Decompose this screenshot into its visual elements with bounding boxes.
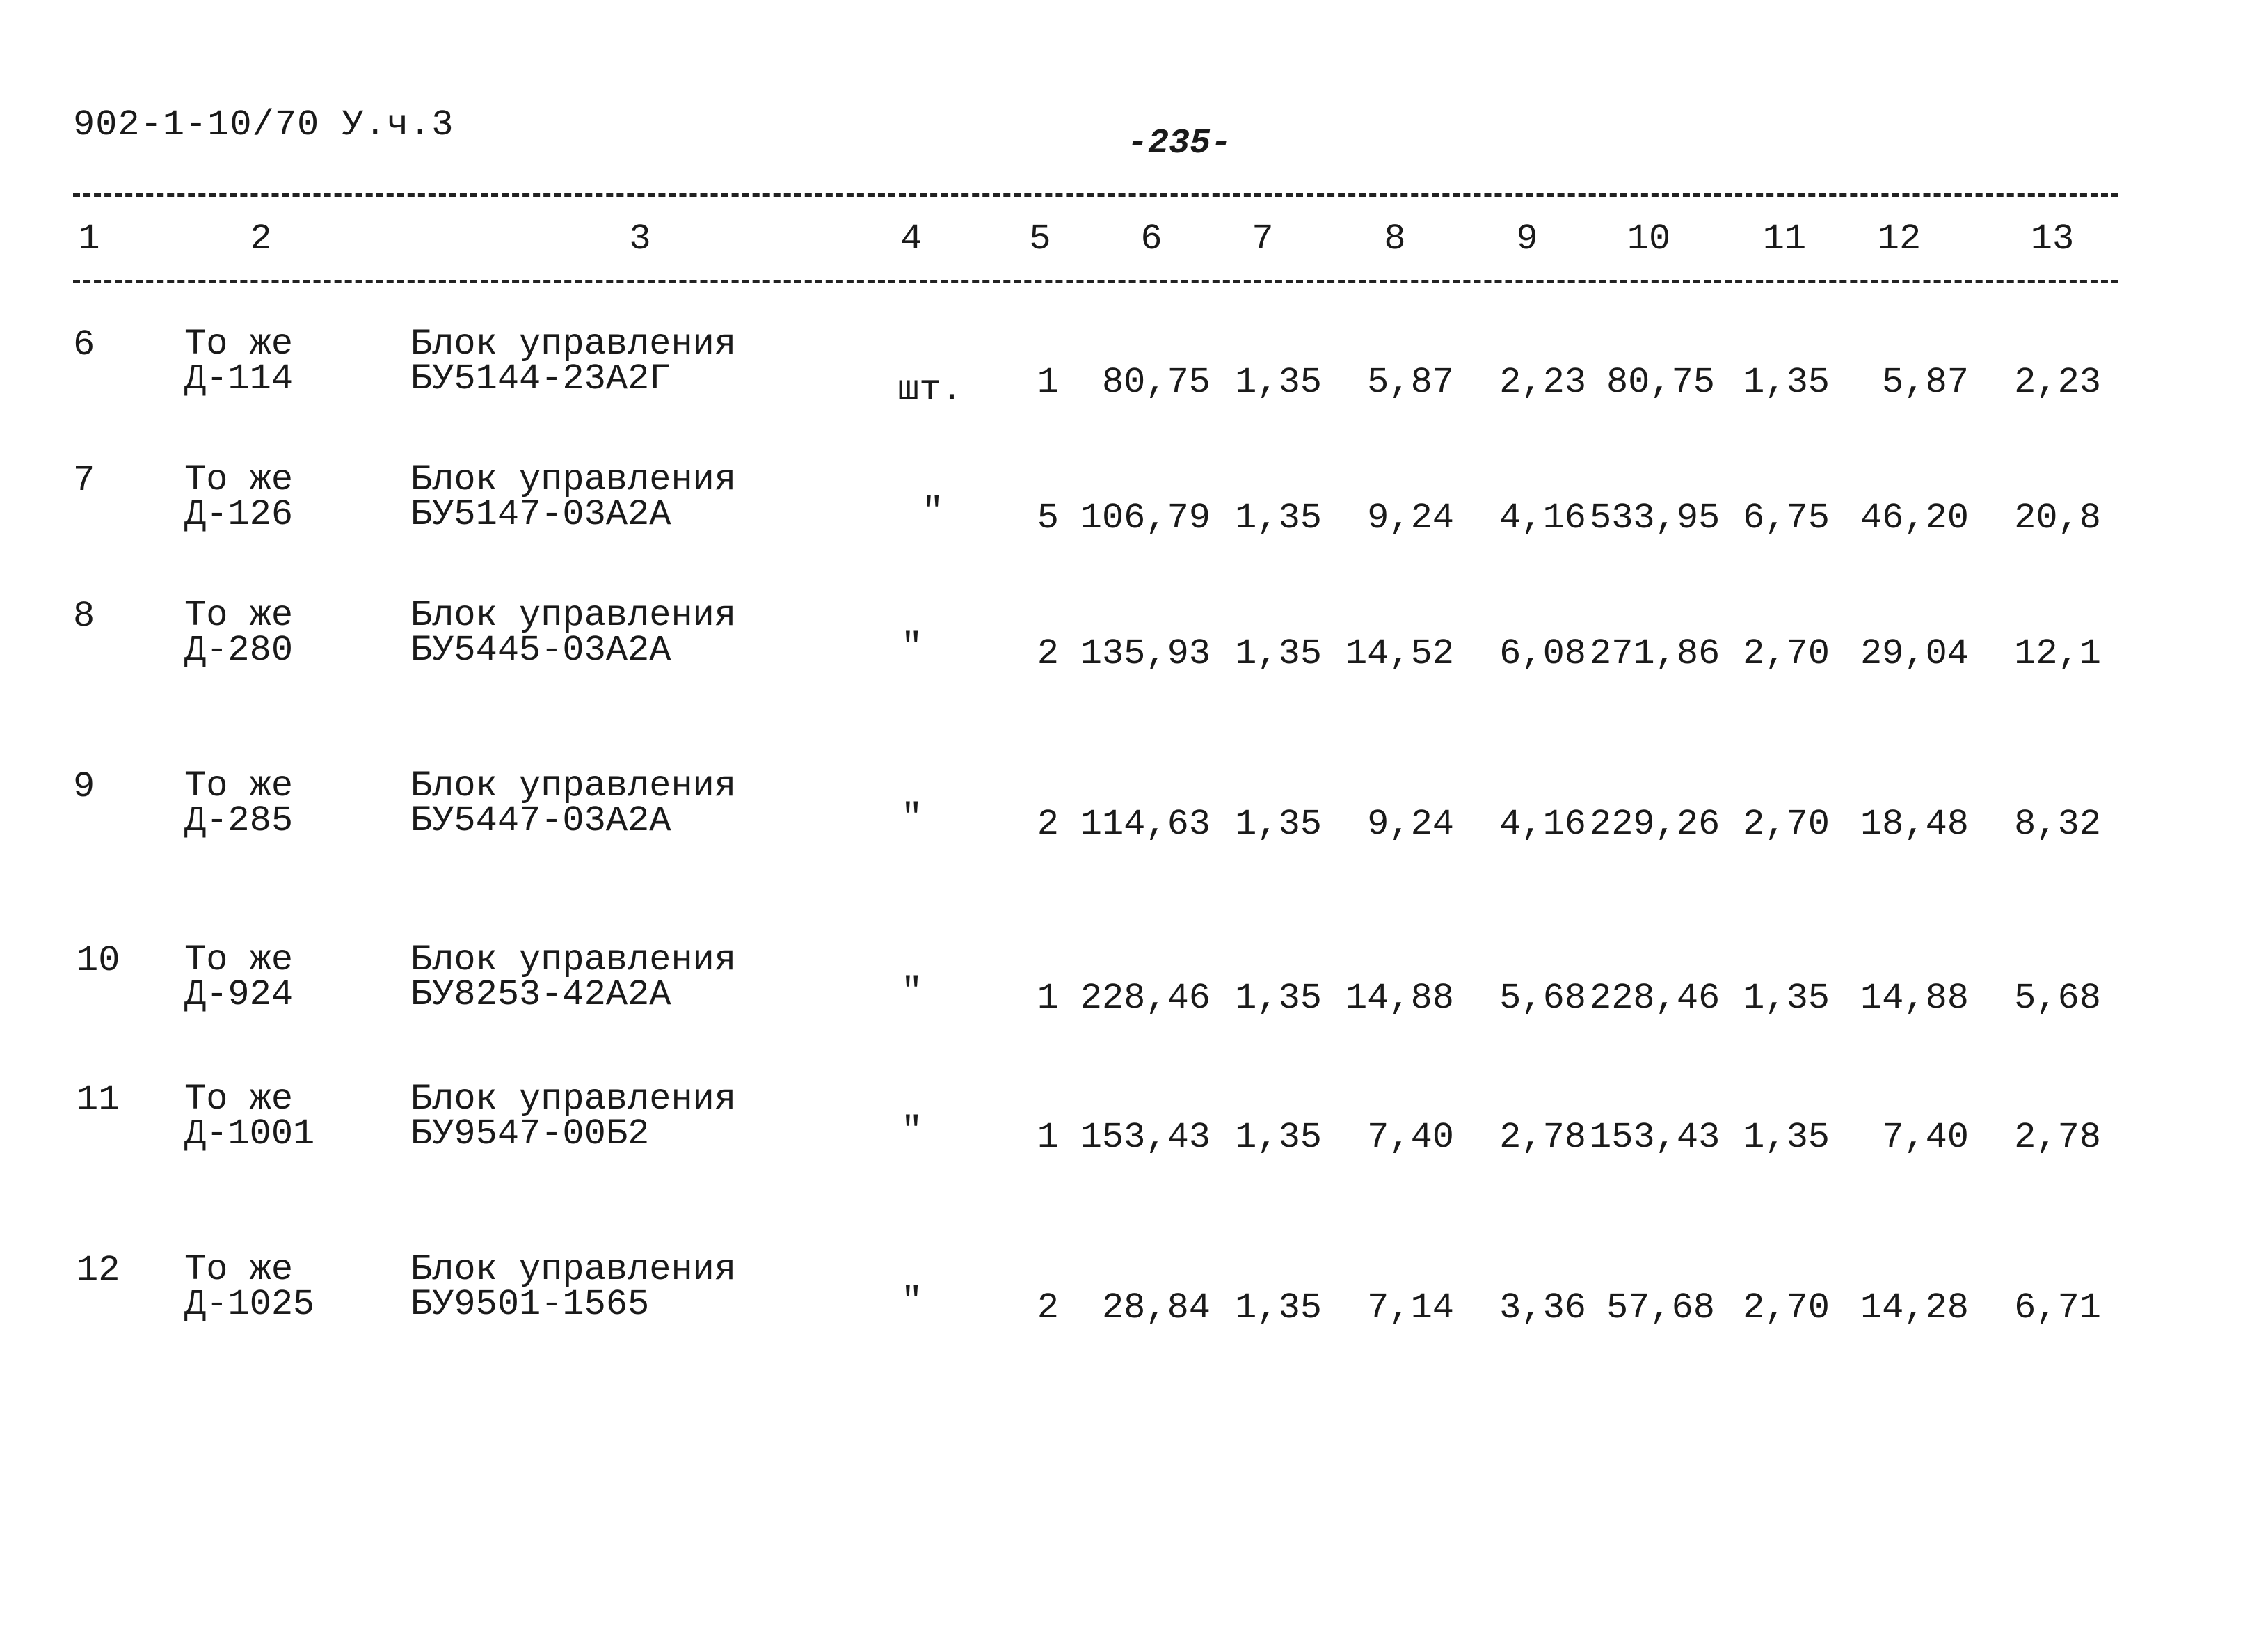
cell-col9: 4,16 — [1499, 498, 1586, 539]
cell-coef: 1,35 — [1235, 633, 1322, 674]
cell-total: 153,43 — [1590, 1117, 1720, 1158]
cell-index: 7 — [73, 460, 95, 501]
column-header-13: 13 — [2030, 219, 2075, 260]
cell-total: 271,86 — [1590, 633, 1720, 674]
column-header-4: 4 — [900, 219, 923, 260]
cell-col9: 5,68 — [1499, 978, 1586, 1019]
cell-col13: 8,32 — [2014, 804, 2101, 845]
cell-col8: 7,40 — [1367, 1117, 1454, 1158]
cell-col8: 14,88 — [1345, 978, 1454, 1019]
cell-description-line2: БУ5445-03А2А — [410, 630, 671, 671]
cell-ref-line1: То же — [184, 459, 294, 500]
cell-col13: 2,78 — [2014, 1117, 2101, 1158]
cell-col13: 6,71 — [2014, 1287, 2101, 1328]
cell-ref — [184, 459, 294, 535]
cell-unit: " — [901, 971, 923, 1012]
column-header-5: 5 — [1029, 219, 1051, 260]
cell-ref — [184, 1079, 315, 1154]
cell-ref — [184, 324, 294, 399]
cell-col13: 20,8 — [2014, 498, 2101, 539]
cell-col11: 1,35 — [1743, 362, 1830, 403]
cell-total: 228,46 — [1590, 978, 1720, 1019]
column-header-6: 6 — [1140, 219, 1163, 260]
cell-description-line2: БУ8253-42А2А — [410, 974, 671, 1015]
cell-description-line2: БУ9547-00Б2 — [410, 1113, 650, 1154]
cell-col12: 14,28 — [1860, 1287, 1969, 1328]
cell-description-line1: Блок управления — [410, 1249, 737, 1290]
cell-col13: 2,23 — [2014, 362, 2101, 403]
cell-price: 135,93 — [1080, 633, 1211, 674]
cell-col13: 12,1 — [2014, 633, 2101, 674]
table-header-rule — [73, 280, 2118, 283]
cell-col9: 2,78 — [1499, 1117, 1586, 1158]
cell-price: 106,79 — [1080, 498, 1211, 539]
column-header-10: 10 — [1627, 219, 1671, 260]
cell-coef: 1,35 — [1235, 362, 1322, 403]
cell-description-line1: Блок управления — [410, 595, 737, 636]
cell-qty: 1 — [1037, 362, 1059, 403]
cell-description-line2: БУ5144-23А2Г — [410, 358, 671, 399]
cell-coef: 1,35 — [1235, 498, 1322, 539]
cell-price: 28,84 — [1101, 1287, 1211, 1328]
cell-col11: 1,35 — [1743, 978, 1830, 1019]
cell-description — [410, 939, 737, 1015]
cell-description — [410, 765, 737, 841]
cell-ref — [184, 595, 294, 671]
cell-coef: 1,35 — [1235, 1117, 1322, 1158]
cell-col11: 6,75 — [1743, 498, 1830, 539]
cell-col8: 14,52 — [1345, 633, 1454, 674]
cell-index: 8 — [73, 596, 95, 637]
cell-total: 229,26 — [1590, 804, 1720, 845]
cell-col12: 46,20 — [1860, 498, 1969, 539]
table-column-headers — [0, 221, 2268, 270]
cell-ref — [184, 765, 294, 841]
column-header-7: 7 — [1252, 219, 1274, 260]
cell-col12: 14,88 — [1860, 978, 1969, 1019]
cell-description — [410, 459, 737, 535]
cell-unit: шт. — [897, 370, 963, 411]
cell-qty: 2 — [1037, 633, 1059, 674]
page-number: -235- — [1127, 124, 1232, 164]
cell-unit: " — [901, 797, 923, 839]
cell-col8: 9,24 — [1367, 804, 1454, 845]
cell-qty: 2 — [1037, 1287, 1059, 1328]
document-code: 902-1-10/70 У.ч.3 — [73, 104, 454, 145]
cell-ref-line1: То же — [184, 939, 294, 980]
cell-ref-line2: Д-280 — [184, 630, 294, 671]
cell-col11: 2,70 — [1743, 633, 1830, 674]
cell-index: 6 — [73, 324, 95, 365]
cell-col12: 5,87 — [1882, 362, 1969, 403]
column-header-11: 11 — [1762, 219, 1807, 260]
cell-description — [410, 595, 737, 671]
cell-col12: 7,40 — [1882, 1117, 1969, 1158]
cell-qty: 5 — [1037, 498, 1059, 539]
cell-description-line2: БУ9501-1565 — [410, 1284, 650, 1325]
cell-description-line2: БУ5447-03А2А — [410, 800, 671, 841]
table-top-rule — [73, 193, 2118, 197]
cell-description — [410, 324, 737, 399]
cell-col9: 6,08 — [1499, 633, 1586, 674]
cell-qty: 2 — [1037, 804, 1059, 845]
cell-ref-line2: Д-1001 — [184, 1113, 315, 1154]
column-header-8: 8 — [1384, 219, 1406, 260]
cell-col12: 29,04 — [1860, 633, 1969, 674]
cell-col11: 2,70 — [1743, 804, 1830, 845]
cell-index: 12 — [77, 1250, 120, 1291]
cell-price: 80,75 — [1101, 362, 1211, 403]
cell-unit: " — [901, 1111, 923, 1152]
cell-ref-line2: Д-285 — [184, 800, 294, 841]
cell-coef: 1,35 — [1235, 1287, 1322, 1328]
cell-ref-line1: То же — [184, 765, 294, 807]
cell-unit: " — [901, 627, 923, 668]
cell-ref-line1: То же — [184, 595, 294, 636]
column-header-2: 2 — [250, 219, 272, 260]
cell-description-line1: Блок управления — [410, 939, 737, 980]
column-header-9: 9 — [1516, 219, 1538, 260]
cell-description-line1: Блок управления — [410, 324, 737, 365]
cell-col8: 7,14 — [1367, 1287, 1454, 1328]
cell-ref-line1: То же — [184, 324, 294, 365]
cell-col9: 3,36 — [1499, 1287, 1586, 1328]
cell-col8: 5,87 — [1367, 362, 1454, 403]
column-header-12: 12 — [1877, 219, 1922, 260]
cell-ref-line1: То же — [184, 1079, 294, 1120]
cell-coef: 1,35 — [1235, 804, 1322, 845]
cell-index: 11 — [77, 1079, 120, 1120]
column-header-3: 3 — [629, 219, 651, 260]
cell-unit: " — [922, 491, 944, 532]
cell-description-line2: БУ5147-03А2А — [410, 494, 671, 535]
cell-total: 57,68 — [1606, 1287, 1715, 1328]
cell-col9: 4,16 — [1499, 804, 1586, 845]
cell-ref-line2: Д-114 — [184, 358, 294, 399]
cell-ref-line2: Д-126 — [184, 494, 294, 535]
cell-ref-line2: Д-1025 — [184, 1284, 315, 1325]
cell-ref-line1: То же — [184, 1249, 294, 1290]
cell-qty: 1 — [1037, 1117, 1059, 1158]
cell-index: 10 — [77, 940, 120, 981]
cell-price: 228,46 — [1080, 978, 1211, 1019]
cell-col9: 2,23 — [1499, 362, 1586, 403]
cell-description — [410, 1079, 737, 1154]
cell-col11: 1,35 — [1743, 1117, 1830, 1158]
cell-ref — [184, 1249, 315, 1325]
column-header-1: 1 — [78, 219, 100, 260]
cell-col13: 5,68 — [2014, 978, 2101, 1019]
cell-qty: 1 — [1037, 978, 1059, 1019]
cell-description-line1: Блок управления — [410, 1079, 737, 1120]
cell-index: 9 — [73, 766, 95, 807]
cell-total: 533,95 — [1590, 498, 1720, 539]
cell-unit: " — [901, 1281, 923, 1322]
cell-coef: 1,35 — [1235, 978, 1322, 1019]
cell-ref — [184, 939, 294, 1015]
cell-col11: 2,70 — [1743, 1287, 1830, 1328]
cell-price: 114,63 — [1080, 804, 1211, 845]
cell-description-line1: Блок управления — [410, 765, 737, 807]
cell-col8: 9,24 — [1367, 498, 1454, 539]
cell-ref-line2: Д-924 — [184, 974, 294, 1015]
cell-price: 153,43 — [1080, 1117, 1211, 1158]
cell-col12: 18,48 — [1860, 804, 1969, 845]
cell-total: 80,75 — [1606, 362, 1715, 403]
cell-description-line1: Блок управления — [410, 459, 737, 500]
cell-description — [410, 1249, 737, 1325]
